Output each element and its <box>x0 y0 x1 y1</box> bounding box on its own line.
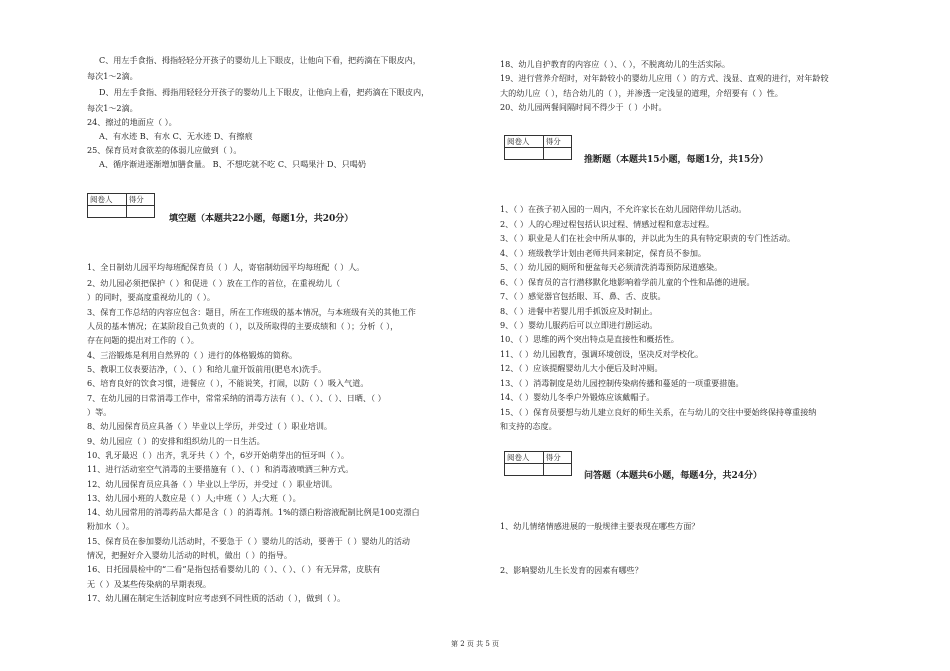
fill-item: ）的同时，要高度重视幼儿的（ ）。 <box>87 292 216 302</box>
fill-item: 5、教职工仪表要洁净，（ ）、（ ）和给儿童开饭前用(肥皂水)洗手。 <box>87 364 327 374</box>
judge-item: 7、（ ）感觉器官包括眼、耳、鼻、舌、皮肤。 <box>500 291 666 301</box>
fill-item: 19、进行营养介绍时，对年龄较小的婴幼儿应用（ ）的方式、浅显、直观的进行，对年龄较 <box>500 73 829 83</box>
fill-item: 1、全日制幼儿园平均每班配保育员（ ）人，寄宿制幼园平均每班配（ ）人。 <box>87 262 365 272</box>
fill-item: 16、日托园晨检中的“二看”是指包括看婴幼儿的（ ）、（ ）、（ ）有无异常，皮肤有 <box>87 564 381 574</box>
question-24: 24、擦过的地面应（ ）。 <box>87 117 177 127</box>
question-25: 25、保育员对食欲差的体弱儿应做到（ ）。 <box>87 145 242 155</box>
reviewer-cell <box>88 206 127 218</box>
judge-item: 13、（ ）消毒制度是幼儿园控制传染病传播和蔓延的一项重要措施。 <box>500 378 744 388</box>
score-box-qa <box>504 451 572 476</box>
score-cell <box>543 148 571 160</box>
fill-item: 7、在幼儿园的日常消毒工作中，常常采纳的消毒方法有（ ）、（ ）、（ ）、日晒、（ ） <box>87 393 386 403</box>
reviewer-cell <box>505 464 544 476</box>
judge-item: 5、（ ）幼儿园的厕所和便盆每天必须清洗消毒预防尿道感染。 <box>500 262 723 272</box>
judge-item: 2、（ ）人的心理过程包括认识过程、情感过程和意志过程。 <box>500 219 715 229</box>
fill-item: 20、幼儿园两餐间隔时间不得少于（ ）小时。 <box>500 102 667 112</box>
judge-item: 6、（ ）保育员的言行潜移默化地影响着学前儿童的个性和品德的进展。 <box>500 277 755 287</box>
judge-item: 3、（ ）职业是人们在社会中所从事的，并以此为生的具有特定职责的专门性活动。 <box>500 233 796 243</box>
fill-item: 12、幼儿园保育员应具备（ ）毕业以上学历，并受过（ ）职业培训。 <box>87 479 338 489</box>
score-box-fill <box>87 193 155 218</box>
judge-item: 14、（ ）婴幼儿冬季户外锻炼应该戴帽子。 <box>500 392 655 402</box>
fill-item: 大的幼儿应（ ），结合幼儿的（ ），并渗透一定浅显的道理，介绍要有（ ）性。 <box>500 88 783 98</box>
fill-item: 粉加水（ ）。 <box>87 521 135 531</box>
score-label: 得分 <box>543 452 571 464</box>
judge-section-title: 推断题（本题共15小题，每题1分，共15分） <box>584 155 769 165</box>
fill-item: 17、幼儿圃在制定生活制度时应考虑到不同性质的活动（ ），做到（ ）。 <box>87 593 346 603</box>
qa-item: 1、幼儿情绪情感进展的一般规律主要表现在哪些方面？ <box>500 521 700 531</box>
fill-item: 无（ ）及某些传染病的早期表现。 <box>87 579 211 589</box>
judge-item: 10、（ ）思维的两个突出特点是直接性和概括性。 <box>500 334 679 344</box>
score-box-judge <box>504 135 572 160</box>
page-footer: 第 2 页 共 5 页 <box>450 640 500 648</box>
fill-item: 存在问题的提出对工作的（ ）。 <box>87 335 199 345</box>
reviewer-label: 阅卷人 <box>505 136 544 148</box>
question-25-options: A、循序渐进逐渐增加膳食量。 B、不想吃就不吃 C、只喝果汁 D、只喝奶 <box>99 159 366 169</box>
fill-item: 6、培育良好的饮食习惯，进餐应（ ），不能说笑，打闹，以防（ ）吸入气道。 <box>87 378 369 388</box>
fill-item: 18、幼儿自护教育的内容应（ ）、（ ），不脱离幼儿的生活实际。 <box>500 59 730 69</box>
fill-section-title: 填空题（本题共22小题，每题1分，共20分） <box>169 214 354 224</box>
fill-item: 人员的基本情况；在某阶段自己负责的（ ），以及所取得的主要成绩和（ ）；分析（ ）， <box>87 321 399 331</box>
fill-item: 14、幼儿园常用的消毒药品大都是含（ ）的消毒剂。1%的漂白粉溶液配制比例是100克漂白 <box>87 507 420 517</box>
judge-item: 15、（ ）保育员要想与幼儿建立良好的师生关系，在与幼儿的交往中要始终保持尊重接纳 <box>500 407 817 417</box>
reviewer-label: 阅卷人 <box>88 194 127 206</box>
judge-item: 4、（ ）班级教学计划由老师共同来制定，保育员不参加。 <box>500 248 707 258</box>
question-24-options: A、有水迹 B、有水 C、无水迹 D、有擦痕 <box>99 131 253 141</box>
score-label: 得分 <box>543 136 571 148</box>
fill-item: 3、保育工作总结的内容应包含：题目，所在工作班级的基本情况，与本班级有关的其他工作 <box>87 307 416 317</box>
fill-item: 8、幼儿园保育员应具备（ ）毕业以上学历，并受过（ ）职业培训。 <box>87 421 333 431</box>
score-cell <box>126 206 154 218</box>
fill-item: 2、幼儿园必须把保护（ ）和促进（ ）放在工作的首位，在重视幼儿（ <box>87 278 341 288</box>
fill-item: 13、幼儿园小班的人数应是（ ）人;中班（ ）人;大班（ ）。 <box>87 493 301 503</box>
qa-item: 2、影响婴幼儿生长发育的因素有哪些？ <box>500 565 643 575</box>
text-line: 每次1～2滴。 <box>87 71 138 81</box>
fill-item: 情况，把握好介入婴幼儿活动的时机，做出（ ）的指导。 <box>87 550 292 560</box>
fill-item: 10、乳牙最迟（ ）出齐，乳牙共（ ）个，6岁开始萌芽出的恒牙叫（ ）。 <box>87 450 349 460</box>
judge-item: 8、（ ）进餐中若婴儿用手抓饭应及时制止。 <box>500 306 658 316</box>
judge-item: 和支持的态度。 <box>500 421 557 431</box>
judge-item: 1、（ ）在孩子初入园的一周内，不允许家长在幼儿园陪伴幼儿活动。 <box>500 204 747 214</box>
text-line: 每次1～2滴。 <box>87 103 138 113</box>
judge-item: 9、（ ）婴幼儿服药后可以立即进行剧运动。 <box>500 320 658 330</box>
reviewer-cell <box>505 148 544 160</box>
score-cell <box>543 464 571 476</box>
text-line: C、用左手食指、拇指轻轻分开孩子的婴幼儿上下眼皮，让他向下看，把药滴在下眼皮内， <box>99 55 421 65</box>
fill-item: 9、幼儿园应（ ）的安排和组织幼儿的一日生活。 <box>87 436 265 446</box>
fill-item: 11、进行活动室空气消毒的主要措施有（ ）、（ ）和消毒液喷洒三种方式。 <box>87 464 354 474</box>
judge-item: 11、（ ）幼儿园教育，强调环境创设，坚决反对学校化。 <box>500 349 704 359</box>
score-label: 得分 <box>126 194 154 206</box>
fill-item: 4、三浴锻炼是利用自然界的（ ）进行的体格锻炼的简称。 <box>87 350 298 360</box>
qa-section-title: 问答题（本题共6小题，每题4分，共24分） <box>584 471 763 481</box>
fill-item: 15、保育员在参加婴幼儿活动时，不要急于（ ）婴幼儿的活动，要善于（ ）婴幼儿的活动 <box>87 536 411 546</box>
fill-item: ）等。 <box>87 407 112 417</box>
text-line: D、用左手食指、拇指用轻轻分开孩子的婴幼儿上下眼皮，让他向上看，把药滴在下眼皮内， <box>99 87 430 97</box>
reviewer-label: 阅卷人 <box>505 452 544 464</box>
judge-item: 12、（ ）应该提醒婴幼儿大小便后及时冲厕。 <box>500 363 663 373</box>
